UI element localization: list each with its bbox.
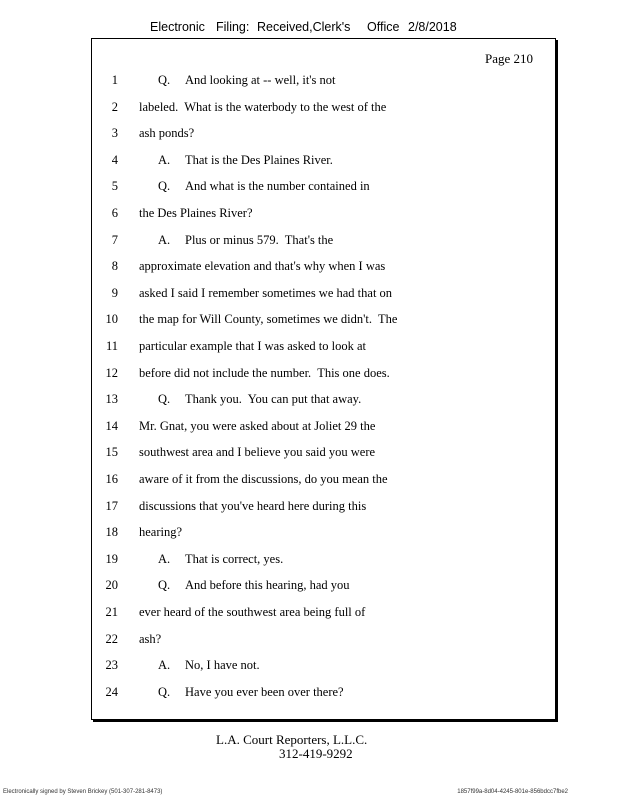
transcript-line — [92, 363, 555, 383]
line-text: And looking at -- well, it's not — [185, 73, 336, 87]
transcript-line — [92, 575, 555, 595]
line-text: particular example that I was asked to look at — [139, 339, 367, 353]
reporter-phone: 312-419-9292 — [279, 746, 353, 761]
line-number: 23 — [105, 658, 118, 673]
line-number: 13 — [105, 392, 118, 407]
transcript-line — [92, 283, 555, 303]
line-number: 2 — [111, 99, 118, 114]
header-word-filing: Filing: — [216, 20, 250, 34]
transcript-line — [92, 97, 555, 117]
line-number: 17 — [105, 498, 118, 513]
line-number: 5 — [111, 179, 118, 194]
transcript-line — [92, 496, 555, 516]
line-text: Plus or minus 579. That's the — [185, 232, 334, 247]
header-word-received: Received,Clerk's — [257, 20, 351, 34]
line-number: 14 — [105, 418, 118, 433]
speaker-prefix: A. — [158, 152, 171, 167]
line-number: 4 — [111, 152, 118, 167]
line-number: 19 — [105, 551, 118, 566]
line-number: 1 — [111, 73, 118, 87]
line-number: 11 — [105, 339, 118, 353]
transcript-line — [92, 602, 555, 622]
line-text: ash? — [139, 631, 162, 646]
line-number: 24 — [105, 684, 118, 699]
transcript-page — [91, 38, 556, 720]
speaker-prefix: A. — [158, 551, 171, 566]
line-text: Mr. Gnat, you were asked about at Joliet 29 the — [139, 418, 376, 433]
line-number: 18 — [105, 525, 118, 540]
transcript-line — [92, 256, 555, 276]
line-text: Thank you. You can put that away. — [185, 392, 362, 407]
line-text: labeled. What is the waterbody to the west of the — [139, 99, 387, 114]
transcript-line — [92, 309, 555, 329]
speaker-prefix: A. — [158, 232, 171, 247]
header-word-office: Office — [367, 20, 400, 34]
line-text: ash ponds? — [139, 126, 195, 141]
line-number: 10 — [105, 312, 118, 327]
line-number: 12 — [105, 365, 118, 380]
speaker-prefix: Q. — [158, 684, 171, 699]
line-number: 8 — [111, 259, 118, 274]
line-text: No, I have not. — [185, 658, 260, 673]
header-date: 2/8/2018 — [408, 20, 457, 34]
transcript-line — [92, 70, 555, 90]
line-number: 21 — [105, 605, 118, 619]
line-text: discussions that you've heard here during this — [139, 498, 367, 513]
transcript-line — [92, 123, 555, 143]
line-text: the Des Plaines River? — [139, 206, 253, 220]
filing-header — [0, 20, 618, 38]
line-text: And before this hearing, had you — [185, 578, 350, 593]
transcript-line — [92, 655, 555, 675]
line-text: approximate elevation and that's why when I was — [139, 259, 386, 274]
line-number: 7 — [111, 232, 118, 247]
line-text: before did not include the number. This one does. — [139, 365, 390, 380]
page-number: Page 210 — [484, 51, 533, 66]
document-hash: 1857f99a-8d04-4245-801e-856bdcc7fbe2 — [457, 789, 568, 795]
header-word-electronic: Electronic — [150, 20, 205, 34]
speaker-prefix: Q. — [158, 179, 171, 194]
line-text: That is correct, yes. — [185, 551, 284, 566]
transcript-line — [92, 336, 555, 356]
line-text: Have you ever been over there? — [185, 684, 344, 699]
transcript-line — [92, 203, 555, 223]
transcript-line — [92, 549, 555, 569]
line-number: 15 — [105, 445, 118, 460]
line-text: the map for Will County, sometimes we didn't. The — [139, 312, 398, 327]
speaker-prefix: Q. — [158, 392, 171, 407]
line-number: 6 — [111, 206, 118, 220]
electronic-signature: Electronically signed by Steven Brickey (501-307-281-8473) — [3, 789, 163, 795]
line-text: ever heard of the southwest area being full of — [139, 605, 366, 619]
line-number: 16 — [105, 472, 118, 486]
line-text: aware of it from the discussions, do you mean the — [139, 472, 388, 486]
speaker-prefix: Q. — [158, 73, 171, 87]
line-text: southwest area and I believe you said you were — [139, 445, 376, 460]
transcript-line — [92, 389, 555, 409]
speaker-prefix: A. — [158, 658, 171, 673]
line-number: 22 — [105, 631, 118, 646]
line-text: And what is the number contained in — [185, 179, 370, 194]
line-number: 20 — [105, 578, 118, 593]
line-number: 3 — [111, 126, 118, 141]
line-text: That is the Des Plaines River. — [185, 152, 333, 167]
transcript-line — [92, 629, 555, 649]
transcript-line — [92, 522, 555, 542]
transcript-line — [92, 442, 555, 462]
transcript-line — [92, 176, 555, 196]
transcript-line — [92, 469, 555, 489]
transcript-line — [92, 230, 555, 250]
line-text: hearing? — [139, 525, 183, 540]
speaker-prefix: Q. — [158, 578, 171, 593]
transcript-line — [92, 416, 555, 436]
line-number: 9 — [111, 285, 118, 300]
transcript-line — [92, 682, 555, 702]
transcript-line — [92, 150, 555, 170]
reporter-company: L.A. Court Reporters, L.L.C. — [216, 732, 368, 747]
line-text: asked I said I remember sometimes we had that on — [139, 285, 393, 300]
